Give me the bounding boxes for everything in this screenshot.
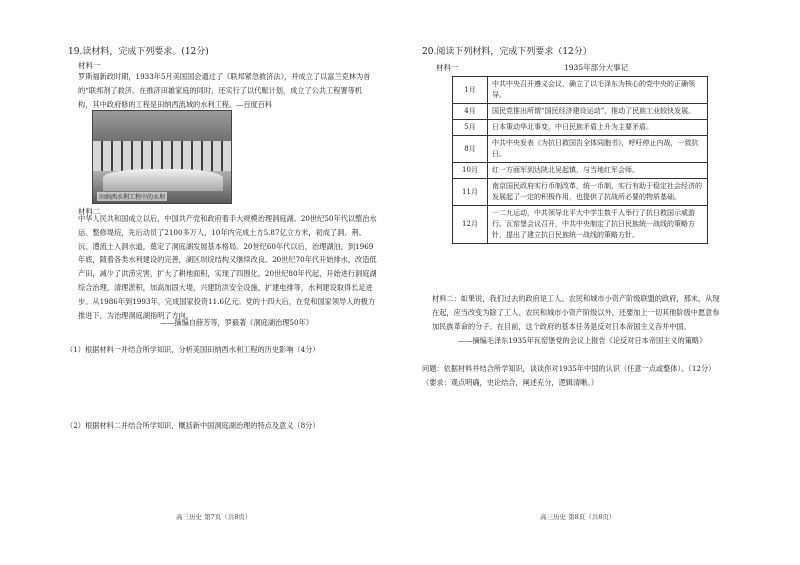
event-text: 中共中央发表《为抗日救国告全体同胞书》，呼吁停止内战，一致抗日。 xyxy=(488,136,708,163)
events-table xyxy=(452,76,708,244)
table-row xyxy=(453,104,708,120)
left-footer: 高三历史 第7页（共8页） xyxy=(176,513,252,521)
table-row xyxy=(453,120,708,136)
event-text: 一二九运动，中共领导北平大中学生数千人举行了抗日救国示威游行。瓦窑堡会议召开，中共中央制定了抗日民族统一战线的策略方针，提出了建立抗日民族统一战线的策略方针。 xyxy=(488,206,708,244)
material1-text: 罗斯福新政时期，1933年5月美国国会通过了《联邦紧急救济法》，并成立了以富兰克林为首的“联邦剂了救济。在推济田雄家庭的同时，还实行了以代赈计划，成立了公共工程署等机构，其中政府修的工程是田纳西流域的水利工程。—百度百科 xyxy=(78,72,371,109)
event-month: 11月 xyxy=(453,179,488,206)
material2-source: ——摘编自薛芳等，罗毅著《洞庭湖治理50年》 xyxy=(160,318,313,327)
table-title: 1935年部分大事记 xyxy=(564,63,629,72)
dam-photo xyxy=(92,110,232,204)
material1-label: 材料一 xyxy=(78,61,101,70)
event-text: 中共中央召开遵义会议，确立了以毛泽东为核心的党中央的正确领导。 xyxy=(488,77,708,104)
event-text: 日本策动华北事变，中日民族矛盾上升为主要矛盾。 xyxy=(488,120,708,136)
question-2: （2）根据材料二并结合所学知识，概括新中国洞庭湖治理的特点及意义（8分） xyxy=(66,421,320,430)
right-question: 问题：依据材料并结合所学知识，谈谈你对1935年中国的认识（任意一点或整体）。（12分）（要求：观点明确，史论结合，阐述充分，逻辑清晰。） xyxy=(422,364,716,387)
material2-text: 中华人民共和国成立以后，中国共产党和政府着手大规模治理洞庭湖。20世纪50年代以整治水运、整修堤垸，先后动员了2100多万人，10年内完成土方5.87亿立方米，初成了洞、荆、沅、澧流土入洞水道，奠定了洞庭湖发展基本格局。20世纪60年代以后，治理湖泊，到1969年底，随着各类水利建设的完善，湖区坝垸结构又继续改良。20世纪70年代开始排水，改造低产田，减少了洪涝灾害，扩大了耕地面积，实现了四围化。20世纪80年代起，开始进行洞庭湖综合治理，清理淤积，加高加固大堤，兴建防洪安全设施，扩建电排等，水利建设取得长足进步。从1986年到1993年，完成国家投资11.6亿元。党的十四大后，在党和国家领导人的极力推进下，为治理洞庭湖指明了方向。 xyxy=(78,214,377,320)
q19-title: 19.读材料，完成下列要求。(12分) xyxy=(68,47,209,57)
event-month: 1月 xyxy=(453,77,488,104)
table-row xyxy=(453,206,708,244)
table-row xyxy=(453,179,708,206)
table-row xyxy=(453,77,708,104)
dam-water xyxy=(103,169,223,191)
event-text: 国民党推出所谓“国民经济建设运动”，推动了民族工业较快发展。 xyxy=(488,104,708,120)
material2-label: 材料二 xyxy=(78,207,101,216)
event-text: 南京国民政府实行币制改革，统一币制，实行有助于稳定社会经济的发展起了一定的积极作用，也提供了抗战所必要的物质基础。 xyxy=(488,179,708,206)
photo-caption: 田纳西水利工程中的水坝 xyxy=(99,194,166,201)
right-material2-text: 材料二：如果说，我们过去的政府是工人、农民和城市小资产阶级联盟的政府，那末，从现在起，应当改变为除了工人、农民和城市小资产阶级以外，还要加上一切其他阶级中愿意参加民族革命的分子。在目前，这个政府的基本任务是反对日本帝国主义吞并中国。 xyxy=(432,294,720,331)
event-month: 8月 xyxy=(453,136,488,163)
event-month: 12月 xyxy=(453,206,488,244)
event-month: 10月 xyxy=(453,163,488,179)
event-month: 5月 xyxy=(453,120,488,136)
event-text: 红一方面军到达陕北吴起镇，与当地红军会师。 xyxy=(488,163,708,179)
dam-structure xyxy=(93,141,231,171)
event-month: 4月 xyxy=(453,104,488,120)
right-material2-source: ——摘编毛泽东1935年瓦窑堡党的会议上报告《论反对日本帝国主义的策略》 xyxy=(458,336,707,345)
question-1: （1）根据材料一并结合所学知识，分析美国田纳西水利工程的历史影响（4分） xyxy=(66,345,320,354)
right-footer: 高三历史 第8页（共8页） xyxy=(540,513,616,521)
right-material1-label: 材料一 xyxy=(436,63,459,72)
table-row xyxy=(453,163,708,179)
q20-title: 20.阅读下列材料，完成下列要求（12分） xyxy=(422,47,592,57)
table-row xyxy=(453,136,708,163)
